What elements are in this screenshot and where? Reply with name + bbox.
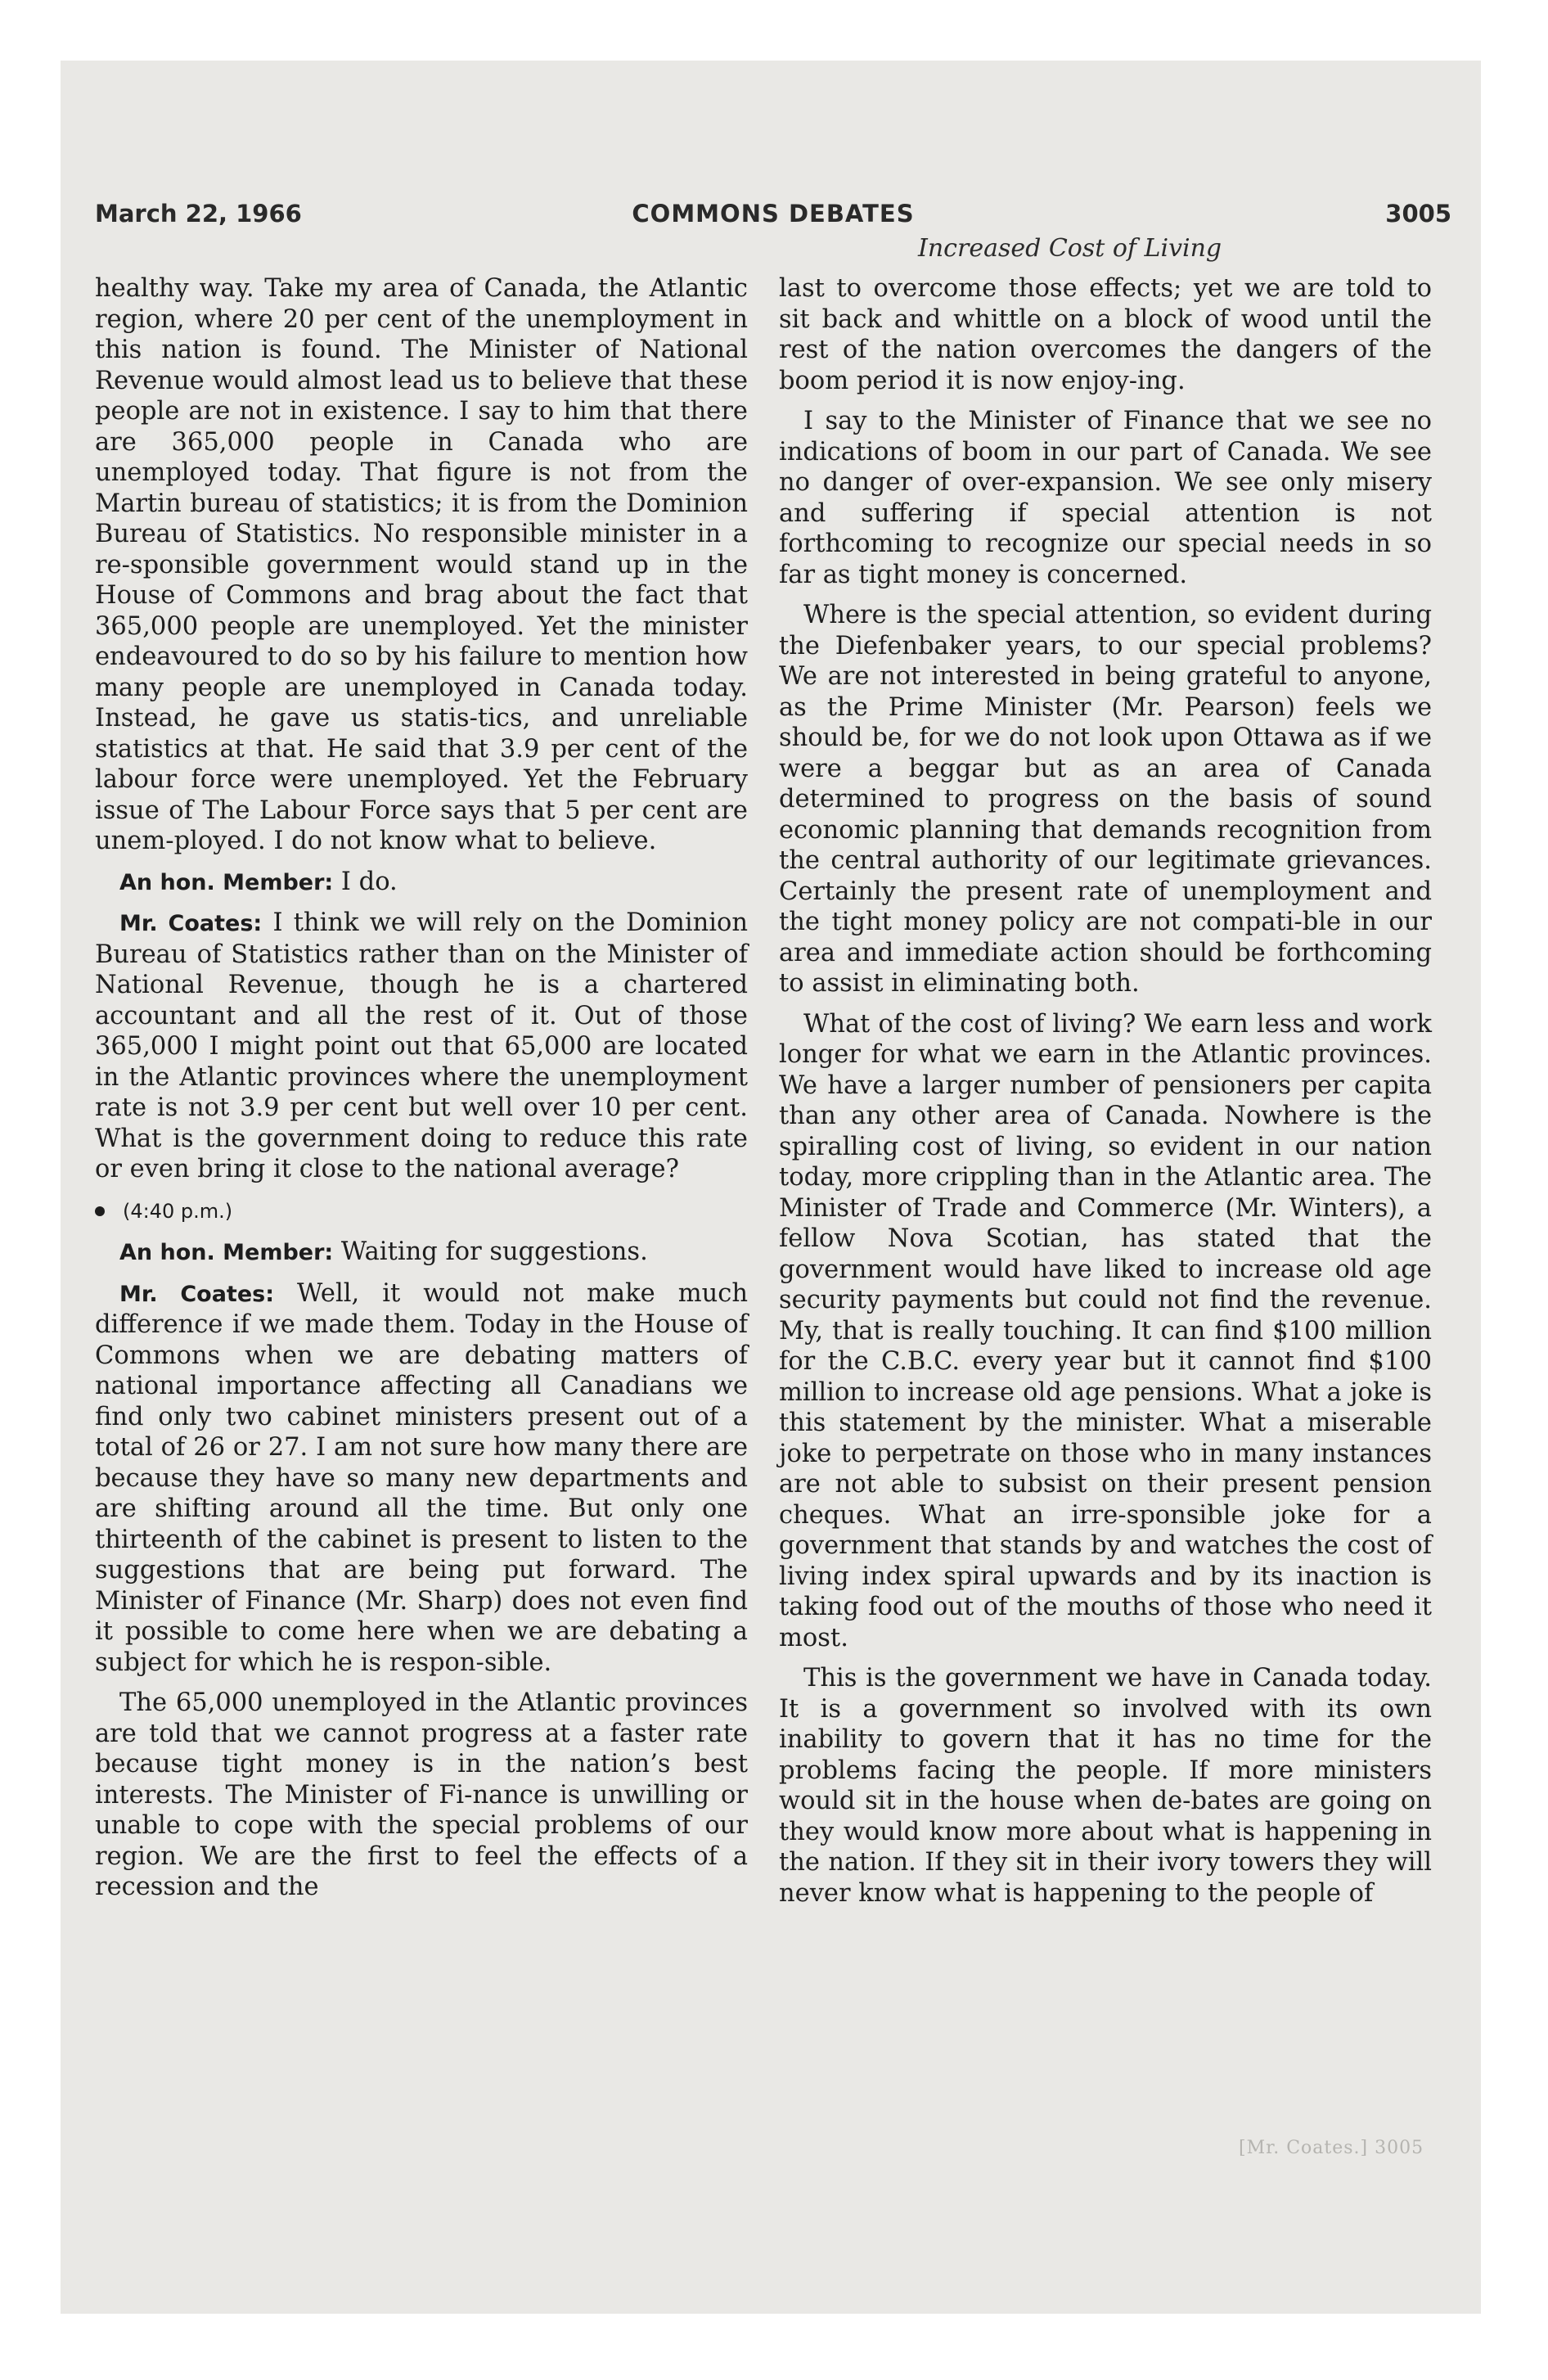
paragraph: last to overcome those effects; yet we are told to sit back and whittle on a block of wood until the rest of the nation overcomes the dangers of the boom period it is now enjoy-ing. bbox=[779, 274, 1432, 395]
speech-an-hon-member bbox=[95, 1237, 748, 1269]
speech-text: I do. bbox=[333, 867, 398, 896]
speaker-name: An hon. Member: bbox=[119, 869, 334, 895]
paragraph: I say to the Minister of Finance that we see no indications of boom in our part of Canada. We see no danger of over-expansion. We see only misery and suffering if special attention is not forthcoming to recognize our special needs in so far as tight money is concerned. bbox=[779, 407, 1432, 589]
speaker-name: An hon. Member: bbox=[119, 1240, 334, 1265]
speech-text: I think we will rely on the Dominion Bureau of Statistics rather than on the Minister of National Revenue, though he is a chartered accountant and all the rest of it. Out of those 365,000 I might point out that 65,000 are located in the Atlantic provinces where the unemployment rate is not 3.9 per cent but well over 10 per cent. What is the government doing to reduce this rate or even bring it close to the national average? bbox=[95, 908, 748, 1183]
speech-text: Waiting for suggestions. bbox=[333, 1237, 648, 1266]
header-date: March 22, 1966 bbox=[95, 200, 302, 228]
speech-mr-coates bbox=[95, 908, 748, 1185]
speech-mr-coates bbox=[95, 1278, 748, 1679]
time-marker bbox=[95, 1195, 748, 1228]
section-title: Increased Cost of Living bbox=[918, 234, 1222, 263]
speech-an-hon-member bbox=[95, 867, 748, 899]
speaker-name: Mr. Coates: bbox=[119, 1281, 275, 1307]
paragraph: Where is the special attention, so evident during the Diefenbaker years, to our special problems? We are not interested in being grateful to anyone, as the Prime Minister (Mr. Pearson) feels we should be, for we do not look upon Ottawa as if we were a beggar but as an area of Canada determined to progress on the basis of sound economic planning that demands recognition from the central authority of our legitimate grievances. Certainly the present rate of unemployment and the tight money policy are not compati-ble in our area and immediate action should be forthcoming to assist in eliminating both. bbox=[779, 601, 1432, 998]
left-column bbox=[95, 273, 748, 1913]
paragraph: This is the government we have in Canada today. It is a government so involved with its own inability to govern that it has no time for the problems facing the people. If more ministers would sit in the house when de-bates are going on they would know more about what is happening in the nation. If they sit in their ivory towers they will never know what is happening to the people of bbox=[779, 1664, 1432, 1908]
time-stamp: (4:40 p.m.) bbox=[123, 1199, 233, 1223]
page-header bbox=[95, 200, 1451, 232]
speech-text: Well, it would not make much difference if we made them. Today in the House of Commons when we are debating matters of national importance affecting all Canadians we find only two cabinet ministers present out of a total of 26 or 27. I am not sure how many there are because they have so many new departments and are shifting around all the time. But only one thirteenth of the cabinet is present to listen to the suggestions that are being put forward. The Minister of Finance (Mr. Sharp) does not even find it possible to come here when we are debating a subject for which he is respon-sible. bbox=[95, 1278, 748, 1677]
bullet-icon bbox=[95, 1206, 105, 1216]
show-through-text: [Mr. Coates.] 3005 bbox=[1239, 2138, 1424, 2158]
paragraph: The 65,000 unemployed in the Atlantic provinces are told that we cannot progress at a faster rate because tight money is in the nation’s best interests. The Minister of Fi-nance is unwilling or unable to cope with the special problems of our region. We are the first to feel the effects of a recession and the bbox=[95, 1688, 748, 1901]
paragraph: What of the cost of living? We earn less and work longer for what we earn in the Atlantic provinces. We have a larger number of pensioners per capita than any other area of Canada. Nowhere is the spiralling cost of living, so evident in our nation today, more crippling than in the Atlantic area. The Minister of Trade and Commerce (Mr. Winters), a fellow Nova Scotian, has stated that the government would have liked to increase old age security payments but could not find the revenue. My, that is really touching. It can find $100 million for the C.B.C. every year but it cannot find $100 million to increase old age pensions. What a joke is this statement by the minister. What a miserable joke to perpetrate on those who in many instances are not able to subsist on their present pension cheques. What an irre-sponsible joke for a government that stands by and watches the cost of living index spiral upwards and by its inaction is taking food out of the mouths of those who need it most. bbox=[779, 1009, 1432, 1652]
header-page-number: 3005 bbox=[1385, 200, 1451, 228]
header-title: COMMONS DEBATES bbox=[632, 200, 915, 228]
right-column bbox=[779, 273, 1432, 1918]
paragraph: healthy way. Take my area of Canada, the Atlantic region, where 20 per cent of the unemployment in this nation is found. The Minister of National Revenue would almost lead us to believe that these people are not in existence. I say to him that there are 365,000 people in Canada who are unemployed today. That figure is not from the Martin bureau of statistics; it is from the Dominion Bureau of Statistics. No responsible minister in a re-sponsible government would stand up in the House of Commons and brag about the fact that 365,000 people are unemployed. Yet the minister endeavoured to do so by his failure to mention how many people are unemployed in Canada today. Instead, he gave us statis-tics, and unreliable statistics at that. He said that 3.9 per cent of the labour force were unemployed. Yet the February issue of The Labour Force says that 5 per cent are unem-ployed. I do not know what to believe. bbox=[95, 274, 748, 855]
speaker-name: Mr. Coates: bbox=[119, 911, 263, 936]
